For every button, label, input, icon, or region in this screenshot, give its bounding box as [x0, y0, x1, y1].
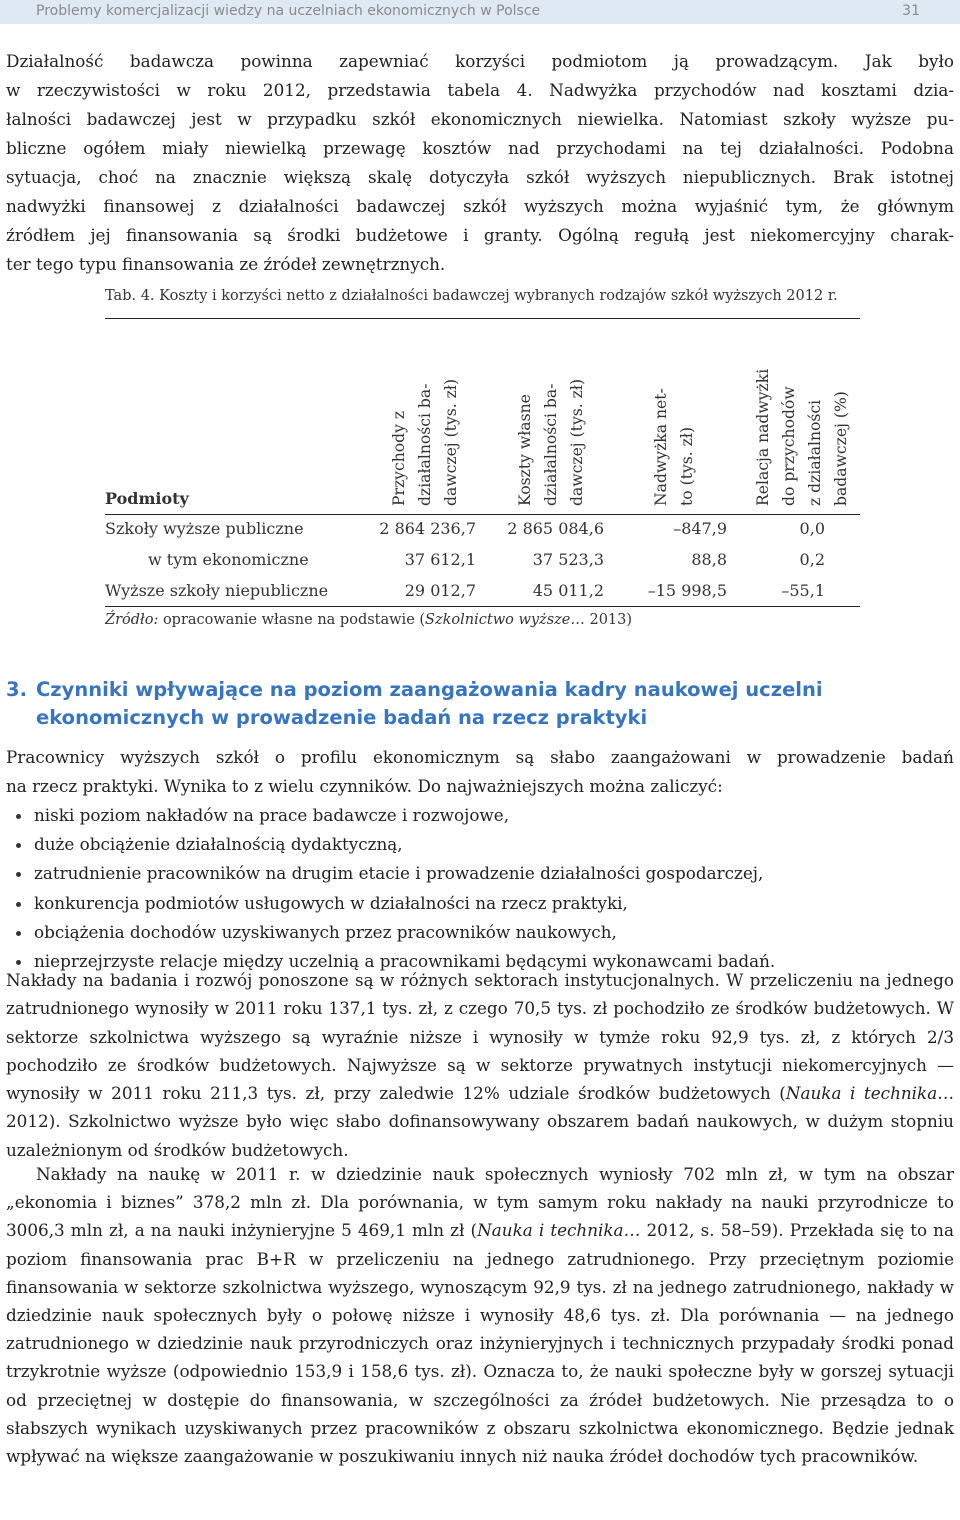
table-cell: –847,9 [673, 519, 727, 538]
list-item-text: zatrudnienie pracowników na drugim etacie i prowadzenie działalności gospodarczej, [34, 863, 764, 884]
source-label: Źródło: [105, 612, 159, 628]
section-number: 3. [6, 678, 27, 701]
col-header-line: Nadwyżka net- [652, 388, 670, 506]
list-item [6, 801, 946, 830]
running-title: Problemy komercjalizacji wiedzy na uczelniach ekonomicznych w Polsce [36, 3, 541, 19]
list-item-text: konkurencja podmiotów usługowych w działalności na rzecz praktyki, [34, 892, 628, 913]
col-header-line: Relacja nadwyżki [754, 368, 772, 506]
col-header-line: do przychodów [780, 386, 798, 506]
bullet-icon [16, 872, 21, 877]
list-item [6, 889, 946, 918]
text-line: łalności badawczej jest w przypadku szkół ekonomicznych niewielka. Natomiast szkoły wyższe pu- [6, 109, 954, 129]
para-citation: Nauka i technika… [477, 1220, 641, 1241]
col-header-line: badawczej (%) [832, 391, 850, 506]
source-end: 2013) [584, 612, 633, 628]
col-header-ratio [750, 369, 854, 506]
factor-list [6, 801, 946, 976]
body-paragraph [6, 966, 954, 1164]
text-line: źródłem jej finansowania są środki budżetowe i granty. Ogólną regułą jest niekomercyjny charak- [6, 225, 954, 245]
text-line: bliczne ogółem miały niewielką przewagę kosztów nad przychodami na tej działalności. Podobna [6, 138, 954, 158]
text-line: na rzecz praktyki. Wynika to z wielu czynników. Do najważniejszych można zaliczyć: [6, 776, 723, 796]
table-top-rule [105, 318, 860, 319]
table-cell: 88,8 [691, 550, 727, 569]
col-header-costs [512, 379, 590, 506]
col-header-line: Koszty własne [516, 394, 534, 506]
table-bottom-rule [105, 606, 860, 607]
table-cell: 2 865 084,6 [507, 519, 604, 538]
col-header-line: działalności ba- [542, 383, 560, 506]
table-caption: Tab. 4. Koszty i korzyści netto z działalności badawczej wybranych rodzajów szkół wyższych 2012 r. [105, 288, 838, 304]
col-header-line: z działalności [806, 399, 824, 506]
list-item-text: duże obciążenie działalnością dydaktyczną, [34, 834, 403, 855]
page-number: 31 [902, 3, 920, 19]
col-header-line: dawczej (tys. zł) [568, 378, 586, 506]
table-cell: 2 864 236,7 [379, 519, 476, 538]
col-header-line: działalności ba- [416, 383, 434, 506]
list-item [6, 830, 946, 859]
table-source [105, 612, 632, 628]
table-cell: –15 998,5 [647, 581, 727, 600]
col-header-surplus [648, 388, 700, 506]
bullet-icon [16, 931, 21, 936]
source-text: opracowanie własne na podstawie ( [158, 612, 426, 628]
running-header [0, 0, 960, 24]
table-row-name: w tym ekonomiczne [148, 550, 309, 569]
para-text: Nakłady na badania i rozwój ponoszone są w różnych sektorach instytucjonalnych. W przeliczeniu na jednego zatrudnionego wynosiły w 2011 roku 137,1 tys. zł, z czego 70,5 tys. zł pochodziło ze środków budżetowych. W sektorze szkolnictwa wyższego są wyraźnie niższe i wynosiły w tymże roku 92,9 tys. zł, z których 2/3 pochodziło ze środków budżetowych. Najwyższe są w sektorze prywatnych instytucji niekomercyjnych — wynosiły w 2011 roku 211,3 tys. zł, przy zaledwie 12% udziale środków budżetowych ( [6, 970, 954, 1104]
text-line: w rzeczywistości w roku 2012, przedstawia tabela 4. Nadwyżka przychodów nad kosztami dzia- [6, 80, 954, 100]
table-cell: –55,1 [781, 581, 825, 600]
source-italic: Szkolnictwo wyższe… [425, 612, 585, 628]
table-cell: 29 012,7 [404, 581, 476, 600]
bullet-icon [16, 843, 21, 848]
table-mid-rule [105, 514, 860, 515]
row-header-label: Podmioty [105, 489, 189, 508]
para-text: 2012). Szkolnictwo wyższe było więc słabo dofinansowywany obszarem badań naukowych, w dużym stopniu uzależnionym od środków budżetowych. [6, 1111, 954, 1160]
list-item [6, 918, 946, 947]
table-cell: 0,0 [799, 519, 825, 538]
bullet-icon [16, 814, 21, 819]
table-cell: 0,2 [799, 550, 825, 569]
para-text: Nakłady na naukę w 2011 r. w dziedzinie nauk społecznych wyniosły 702 mln zł, w tym na obszar „ekonomia i biznes” 378,2 mln zł. Dla porównania, w tym samym roku nakłady na nauki przyrodnicze to 3006,3 mln zł, a na nauki inżynieryjne 5 469,1 mln zł ( [6, 1164, 954, 1241]
para-citation: Nauka i technika… [785, 1083, 955, 1104]
list-item-text: obciążenia dochodów uzyskiwanych przez pracowników naukowych, [34, 921, 617, 942]
body-paragraph [6, 1160, 954, 1470]
table-row-name: Wyższe szkoły niepubliczne [105, 581, 329, 600]
col-header-line: dawczej (tys. zł) [442, 378, 460, 506]
list-item [6, 859, 946, 888]
col-header-line: Przychody z [390, 410, 408, 506]
list-item-text: niski poziom nakładów na prace badawcze i rozwojowe, [34, 805, 510, 825]
bullet-icon [16, 960, 21, 965]
table-cell: 45 011,2 [532, 581, 604, 600]
para-text: 2012, s. 58–59). Przekłada się to na poziom finansowania prac B+R w przeliczeniu na jednego zatrudnionego. Przy przeciętnym poziomie finansowania w sektorze szkolnictwa wyższego, wynoszącym 92,9 tys. zł na jednego zatrudnionego, nakłady w dziedzinie nauk społecznych były o połowę niższe i wynosiły 48,6 tys. zł. Dla porównania — na jednego zatrudnionego w dziedzinie nauk przyrodniczych oraz inżynieryjnych i technicznych przypadały środki ponad trzykrotnie wyższe (odpowiednio 153,9 i 158,6 tys. zł). Oznacza to, że nauki społeczne były w gorszej sytuacji od przeciętnej w dostępie do finansowania, w szczególności za źródeł budżetowych. Nie przesądza to o słabszych wynikach uzyskiwanych przez pracowników z obszaru szkolnictwa ekonomicznego. Będzie jednak wpływać na większe zaangażowanie w poszukiwaniu innych niż nauka źródeł dochodów tych pracowników. [6, 1220, 954, 1467]
bullet-icon [16, 902, 21, 907]
table-cell: 37 523,3 [532, 550, 604, 569]
text-line: Działalność badawcza powinna zapewniać korzyści podmiotom ją prowadzącym. Jak było [6, 51, 954, 71]
text-line: nadwyżki finansowej z działalności badawczej szkół wyższych można wyjaśnić tym, że głównym [6, 196, 954, 216]
text-line: Pracownicy wyższych szkół o profilu ekonomicznym są słabo zaangażowani w prowadzenie badań [6, 747, 954, 767]
table-cell: 37 612,1 [404, 550, 476, 569]
col-header-line: to (tys. zł) [678, 426, 696, 506]
section-title: Czynniki wpływające na poziom zaangażowania kadry naukowej uczelni ekonomicznych w prowadzenie badań na rzecz praktyki [36, 678, 823, 729]
text-line: sytuacja, choć na znacznie większą skalę dotyczyła szkół wyższych niepublicznych. Brak istotnej [6, 167, 954, 187]
col-header-revenue [386, 379, 464, 506]
table-row-name: Szkoły wyższe publiczne [105, 519, 304, 538]
list-item-text: nieprzejrzyste relacje między uczelnią a pracownikami będącymi wykonawcami badań. [34, 951, 776, 972]
text-line: ter tego typu finansowania ze źródeł zewnętrznych. [6, 254, 446, 274]
